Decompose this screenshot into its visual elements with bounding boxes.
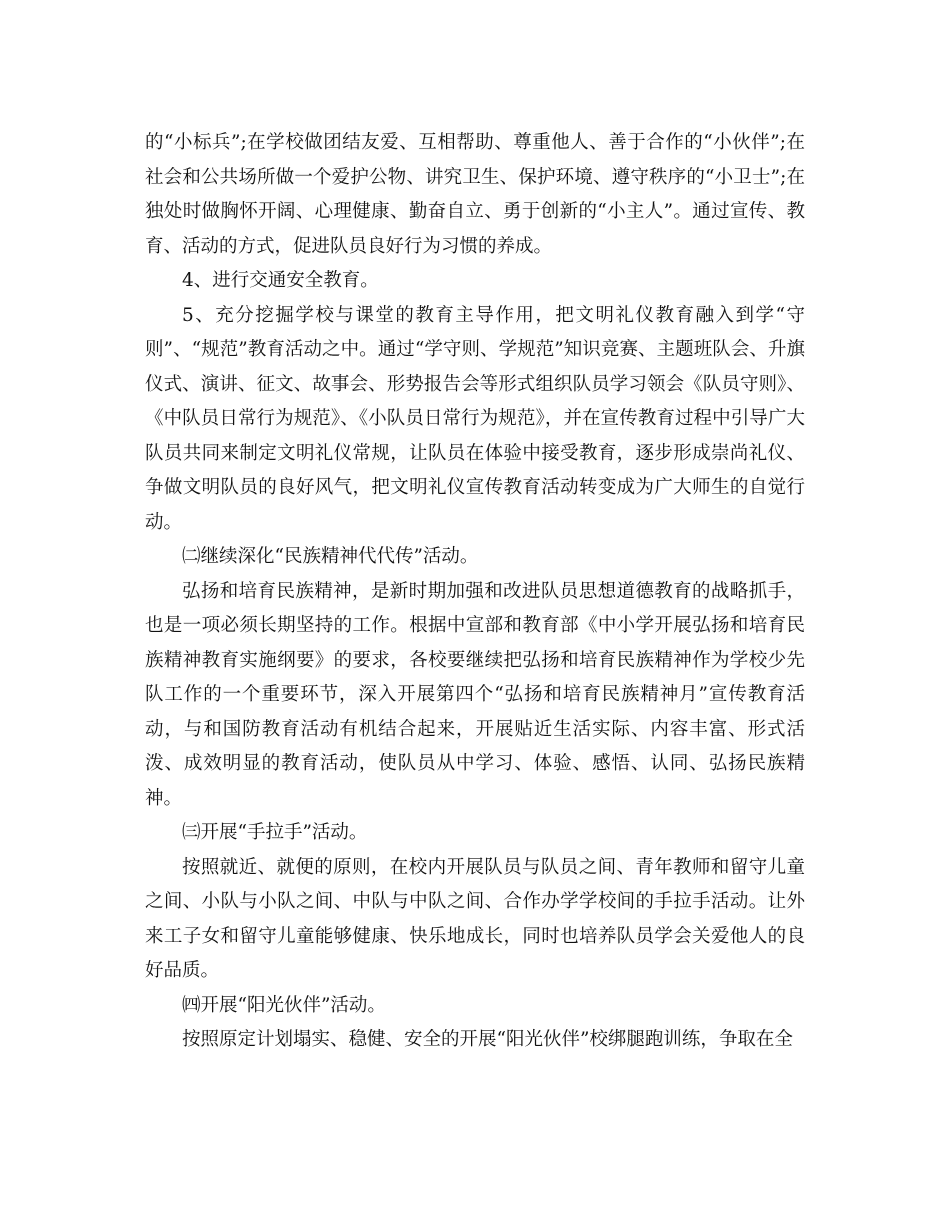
heading-sunshine-partners: ㈣开展“阳光伙伴”活动。 — [182, 994, 386, 1016]
paragraph-traffic-safety: 4、进行交通安全教育。 — [182, 270, 379, 291]
paragraph-continued-intro: 的“小标兵”;在学校做团结友爱、互相帮助、尊重他人、善于合作的“小伙伴”;在社会和公共场所做一个爱护公物、讲究卫生、保护环境、遵守秩序的“小卫士”;在独处时做胸怀开阔、心理健康、勤奋自立、勇于创新的“小主人”。通过宣传、教育、活动的方式，促进队员良好行为习惯的养成。 — [145, 132, 805, 257]
heading-hand-in-hand: ㈢开展“手拉手”活动。 — [182, 822, 368, 843]
paragraph-national-spirit: 弘扬和培育民族精神，是新时期加强和改进队员思想道德教育的战略抓手，也是一项必须长期坚持的工作。根据中宣部和教育部《中小学开展弘扬和培育民族精神教育实施纲要》的要求，各校要继续把弘扬和培育民族精神作为学校少先队工作的一个重要环节，深入开展第四个“弘扬和培育民族精神月”宣传教育活动，与和国防教育活动有机结合起来，开展贴近生活实际、内容丰富、形式活泼、成效明显的教育活动，使队员从中学习、体验、感悟、认同、弘扬民族精神。 — [145, 580, 805, 809]
paragraph-sunshine-partners: 按照原定计划塌实、稳健、安全的开展“阳光伙伴”校绑腿跑训练，争取在全 — [182, 1029, 793, 1050]
heading-national-spirit: ㈡继续深化“民族精神代代传”活动。 — [182, 546, 479, 567]
paragraph-etiquette-education: 5、充分挖掘学校与课堂的教育主导作用，把文明礼仪教育融入到学“守则”、“规范”教育活动之中。通过“学守则、学规范”知识竞赛、主题班队会、升旗仪式、演讲、征文、故事会、形势报告会等形式组织队员学习领会《队员守则》、《中队员日常行为规范》、《小队员日常行为规范》，并在宣传教育过程中引导广大队员共同来制定文明礼仪常规，让队员在体验中接受教育，逐步形成崇尚礼仪、争做文明队员的良好风气，把文明礼仪宣传教育活动转变成为广大师生的自觉行动。 — [145, 304, 805, 533]
paragraph-hand-in-hand: 按照就近、就便的原则，在校内开展队员与队员之间、青年教师和留守儿童之间、小队与小队之间、中队与中队之间、合作办学学校间的手拉手活动。让外来工子女和留守儿童能够健康、快乐地成长，同时也培养队员学会关爱他人的良好品质。 — [145, 856, 805, 981]
document-body — [145, 126, 805, 1058]
